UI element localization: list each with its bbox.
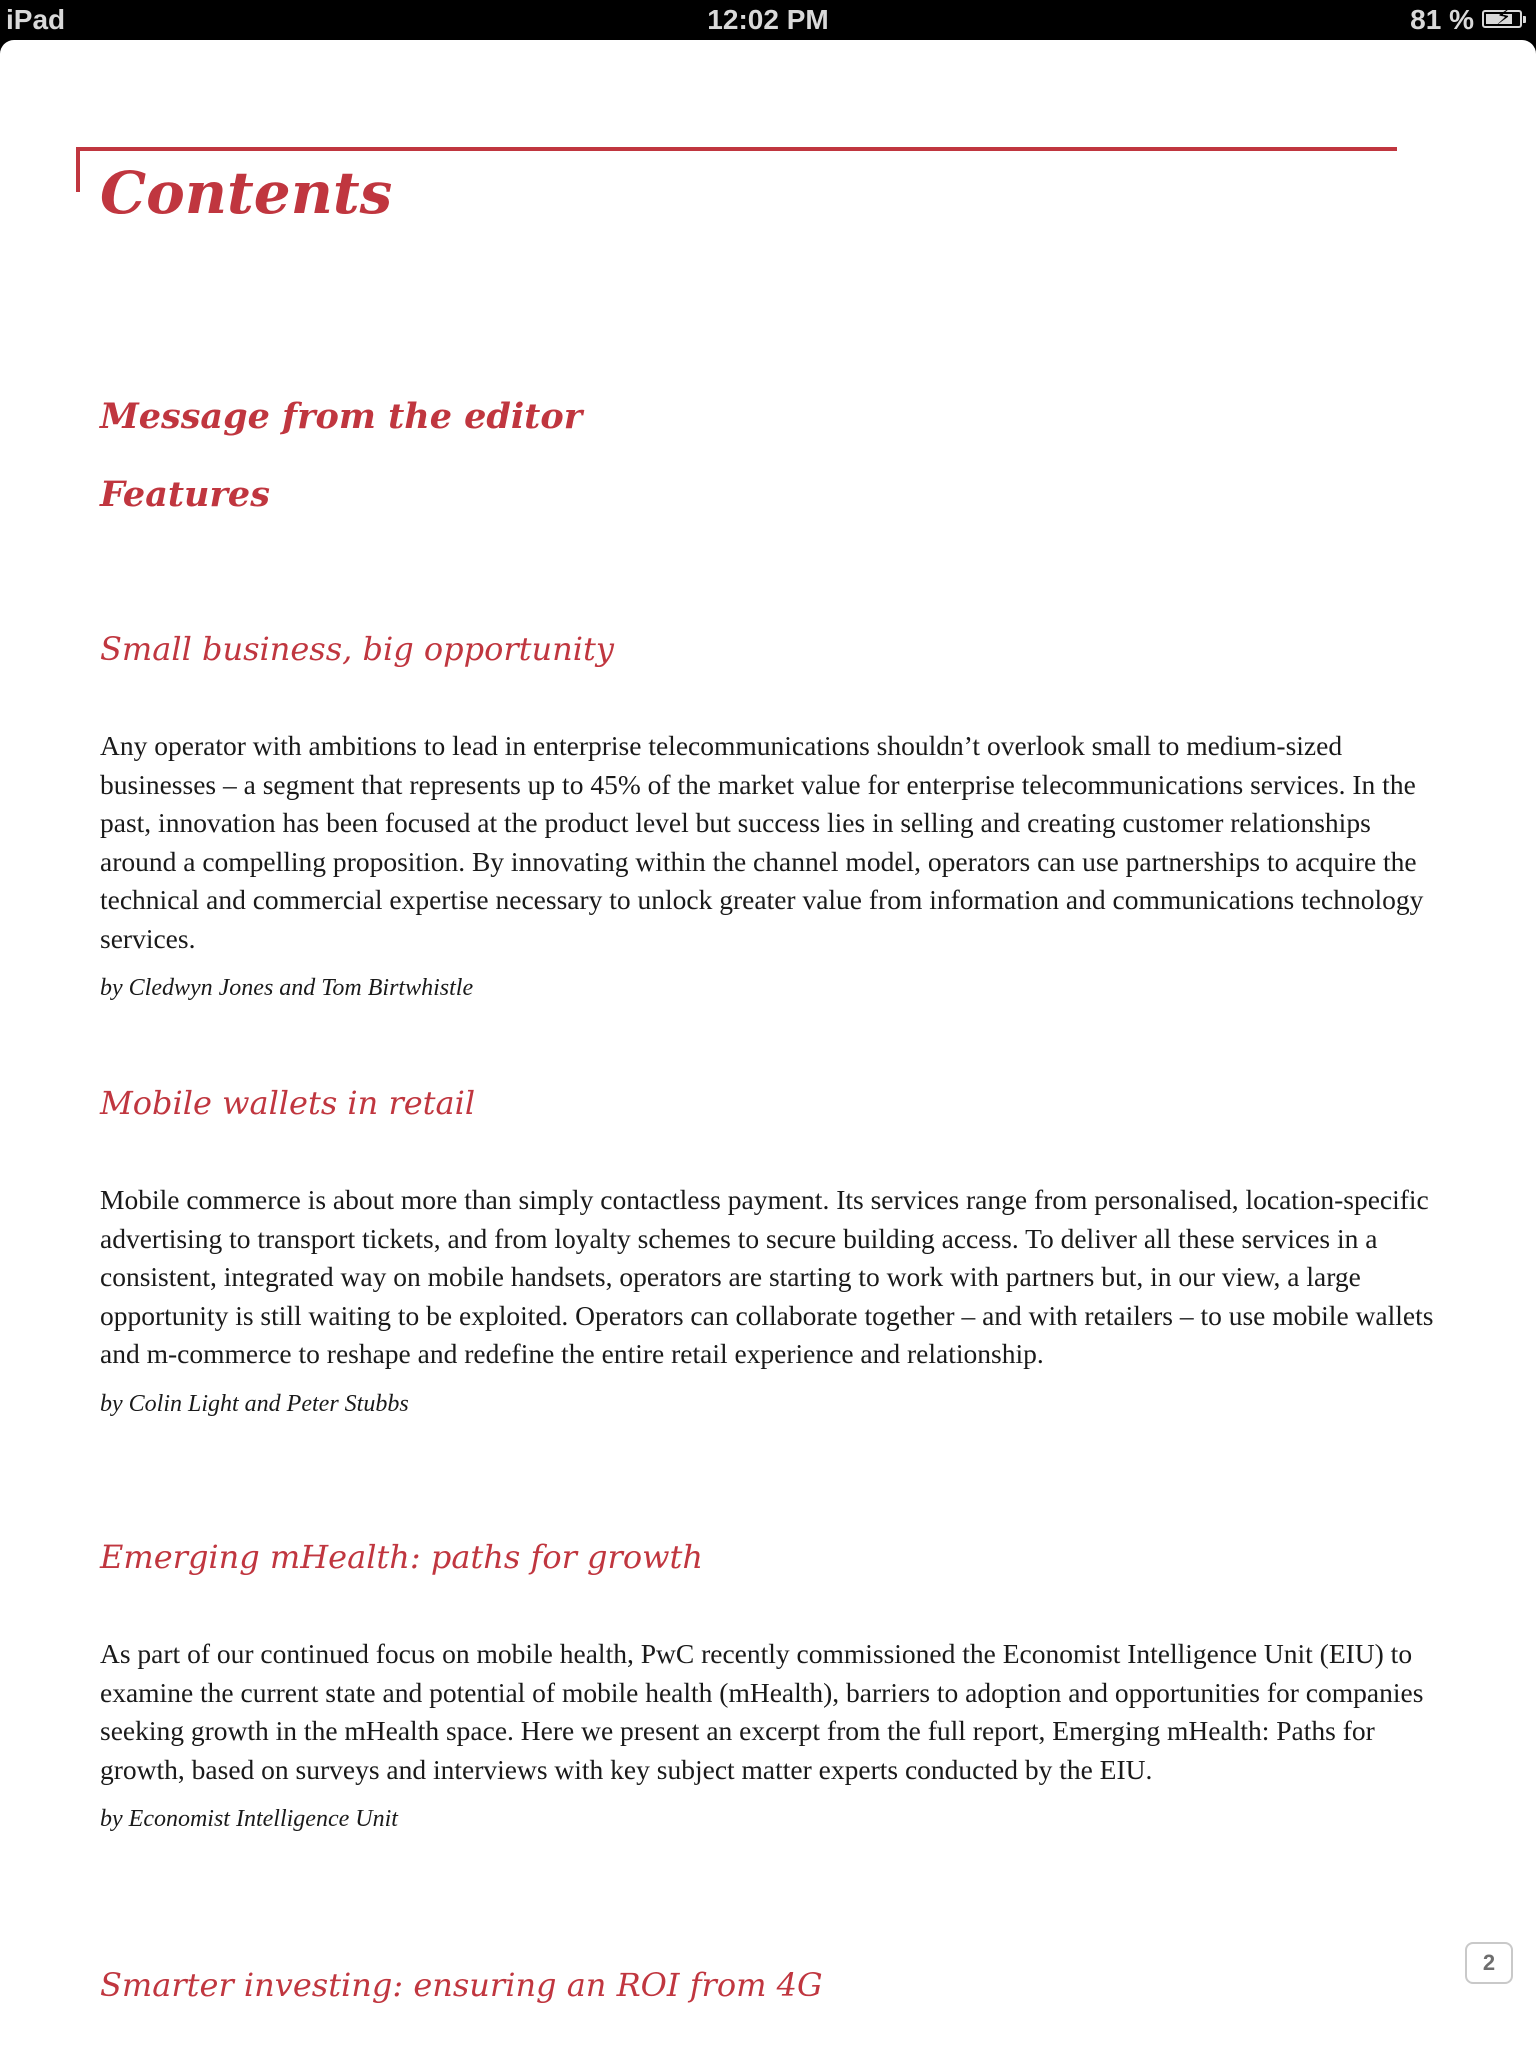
battery-charging-icon [1482,5,1522,30]
article-summary: Any operator with ambitions to lead in enterprise telecommunications shouldn’t overlook small to medium-sized businesses – a segment that represents up to 45% of the market value for enterprise telecommunications services. In the past, innovation has been focused at the product level but success lies in selling and creating customer relationships around a compelling proposition. By innovating within the channel model, operators can use partnerships to acquire the technical and commercial expertise necessary to unlock greater value from information and communications technology services. [100,730,1424,954]
clock: 12:02 PM [707,4,829,35]
article-title-link[interactable]: Small business, big opportunity [100,630,614,668]
article-byline: by Cledwyn Jones and Tom Birtwhistle [100,975,474,1001]
article-byline: by Colin Light and Peter Stubbs [100,1390,409,1417]
article-entry [100,1537,1440,1835]
article-entry [100,629,1440,1004]
article-summary: As part of our continued focus on mobile health, PwC recently commissioned the Economist Intelligence Unit (EIU) to examine the current state and potential of mobile health (mHealth), barriers to adoption and opportunities for companies seeking growth in the mHealth space. Here we present an excerpt from the full report, Emerging mHealth: Paths for growth, based on surveys and interviews with key subject matter experts conducted by the EIU. [100,1638,1424,1785]
device-name: iPad [6,4,66,35]
article-title-link[interactable]: Emerging mHealth: paths for growth [100,1538,703,1576]
article-title-link[interactable]: Mobile wallets in retail [100,1084,476,1122]
charging-bolt-icon: ⚡ [1496,5,1512,30]
document-page[interactable] [0,40,1536,2048]
article-title-link[interactable]: Smarter investing: ensuring an ROI from 4G [100,1966,823,2004]
section-link-features[interactable]: Features [100,474,270,515]
article-entry [100,1965,1440,2005]
section-link-message-from-editor[interactable]: Message from the editor [100,396,583,437]
article-byline: by Economist Intelligence Unit [100,1806,398,1832]
page-number-badge[interactable]: 2 [1465,1942,1513,1984]
article-summary: Mobile commerce is about more than simply contactless payment. Its services range from personalised, location-specific advertising to transport tickets, and from loyalty schemes to secure building access. To deliver all these services in a consistent, integrated way on mobile handsets, operators are starting to work with partners but, in our view, a large opportunity is still waiting to be exploited. Operators can collaborate together – and with retailers – to use mobile wallets and m-commerce to reshape and redefine the entire retail experience and relationship. [100,1184,1434,1369]
page-title: Contents [100,159,393,227]
title-rule-horizontal [76,147,1397,151]
article-entry [100,1083,1440,1420]
status-bar [0,0,1536,40]
title-rule-vertical [76,147,80,192]
battery-percentage: 81 % [1410,4,1474,35]
